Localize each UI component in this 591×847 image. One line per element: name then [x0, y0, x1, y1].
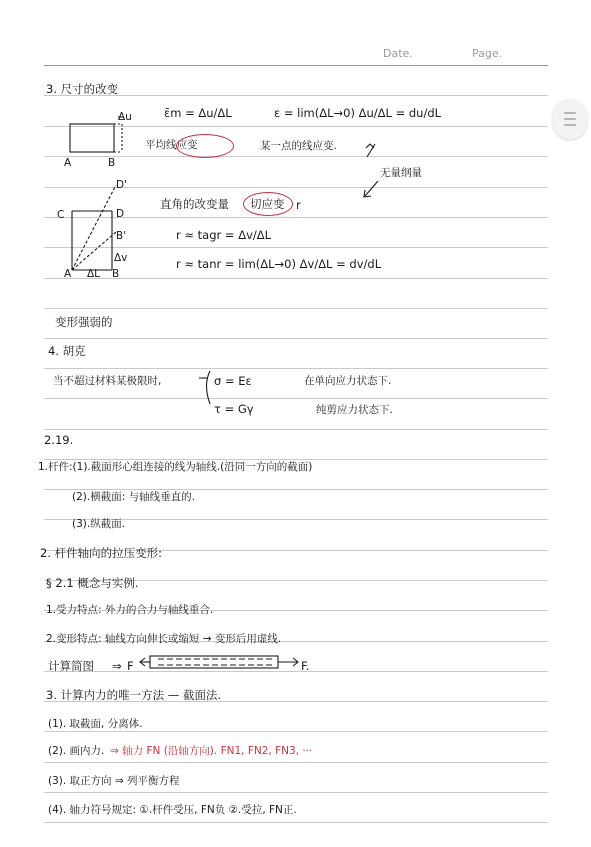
point-b2-label: B — [112, 268, 120, 280]
point-strain-label: 某一点的线应变. — [260, 140, 337, 152]
avg-strain-formula: ε̄m = Δu/ΔL — [164, 106, 232, 120]
delta-v-label: Δv — [114, 252, 128, 264]
step-4: (4). 轴力符号规定: ①.杆件受压, FN负 ②.受拉, FN正. — [48, 804, 297, 816]
deform-feature: 2.变形特点: 轴线方向伸长或缩短 → 变形后用虚线. — [46, 633, 282, 645]
date-label: Date. — [383, 47, 413, 60]
arrow-head — [366, 144, 374, 148]
step-2-axial-force: ⇒ 轴力 FN (沿轴方向). FN1, FN2, FN3, ··· — [110, 745, 313, 757]
arrow-to-diagram: ⇒ — [112, 659, 122, 673]
sheared-diagonal — [72, 232, 116, 270]
bar-outline — [150, 656, 278, 668]
hooke-condition: 当不超过材料某极限时, — [53, 375, 162, 387]
section-2-title: 2. 杆件轴向的拉压变形: — [40, 546, 163, 560]
rod-definition-3: (3).纵截面. — [72, 518, 126, 530]
arrow-down — [365, 181, 378, 196]
tan-formula: r ≈ tagr = Δv/ΔL — [176, 228, 272, 242]
rod-definition-1: 1.杆件:(1).截面形心组连接的线为轴线.(沿同一方向的截面) — [38, 461, 313, 473]
force-feature: 1.受力特点: 外力的合力与轴线重合. — [46, 604, 214, 616]
calc-diagram-label: 计算简图 — [48, 659, 94, 673]
right-angle-change: 直角的改变量 — [160, 197, 229, 211]
point-a-label: A — [64, 157, 72, 169]
point-d-label: D — [116, 208, 125, 220]
uniaxial-state: 在单向应力状态下. — [304, 375, 392, 387]
rod-definition-2: (2).横截面: 与轴线垂直的. — [72, 491, 195, 503]
hooke-sigma: σ = Eε — [214, 374, 252, 388]
menu-lines-icon — [564, 112, 576, 114]
step-2-prefix: (2). 画内力. — [48, 745, 105, 757]
page-label: Page. — [472, 47, 503, 60]
menu-lines-icon-bar — [564, 118, 576, 120]
point-b1-label: B' — [116, 230, 127, 242]
deformation-intensity: 变形强弱的 — [55, 315, 113, 329]
point-b-label: B — [108, 157, 116, 169]
force-f-left: F — [127, 659, 134, 673]
pure-shear-state: 纯剪应力状态下. — [316, 404, 393, 416]
step-1: (1). 取截面, 分离体. — [48, 718, 143, 730]
red-circle — [243, 192, 293, 216]
section-2-1: § 2.1 概念与实例. — [46, 576, 139, 590]
point-c-label: C — [57, 209, 65, 221]
section-3-title: 3. 尺寸的改变 — [46, 82, 119, 96]
force-f-right: F. — [301, 659, 310, 673]
hooke-title: 4. 胡克 — [48, 344, 86, 358]
date-2-19: 2.19. — [44, 433, 74, 447]
dimensionless-label: 无量纲量 — [380, 167, 422, 179]
tan-limit-formula: r ≈ tanr = lim(ΔL→0) Δv/ΔL = dv/dL — [176, 257, 382, 271]
step-3: (3). 取正方向 ⇒ 列平衡方程 — [48, 775, 180, 787]
element-rectangle — [70, 124, 114, 152]
red-circle — [176, 134, 234, 158]
menu-lines-icon-bar — [564, 124, 576, 126]
point-strain-formula: ε = lim(ΔL→0) Δu/ΔL = du/dL — [274, 106, 442, 120]
delta-l-label: ΔL — [87, 268, 101, 280]
avg-strain-label: 平均线应变 — [145, 139, 198, 151]
hooke-brace — [207, 371, 211, 404]
scroll-handle-button[interactable] — [553, 99, 587, 139]
point-a2-label: A — [64, 268, 72, 280]
delta-u-label: Δu — [118, 111, 132, 123]
point-d1-label: D' — [116, 179, 127, 191]
internal-force-method: 3. 计算内力的唯一方法 — 截面法. — [46, 688, 222, 702]
gamma-symbol: r — [296, 198, 301, 212]
hooke-tau: τ = Gγ — [214, 402, 254, 416]
shear-strain-label: 切应变 — [250, 197, 285, 211]
sheared-edge — [72, 185, 116, 270]
